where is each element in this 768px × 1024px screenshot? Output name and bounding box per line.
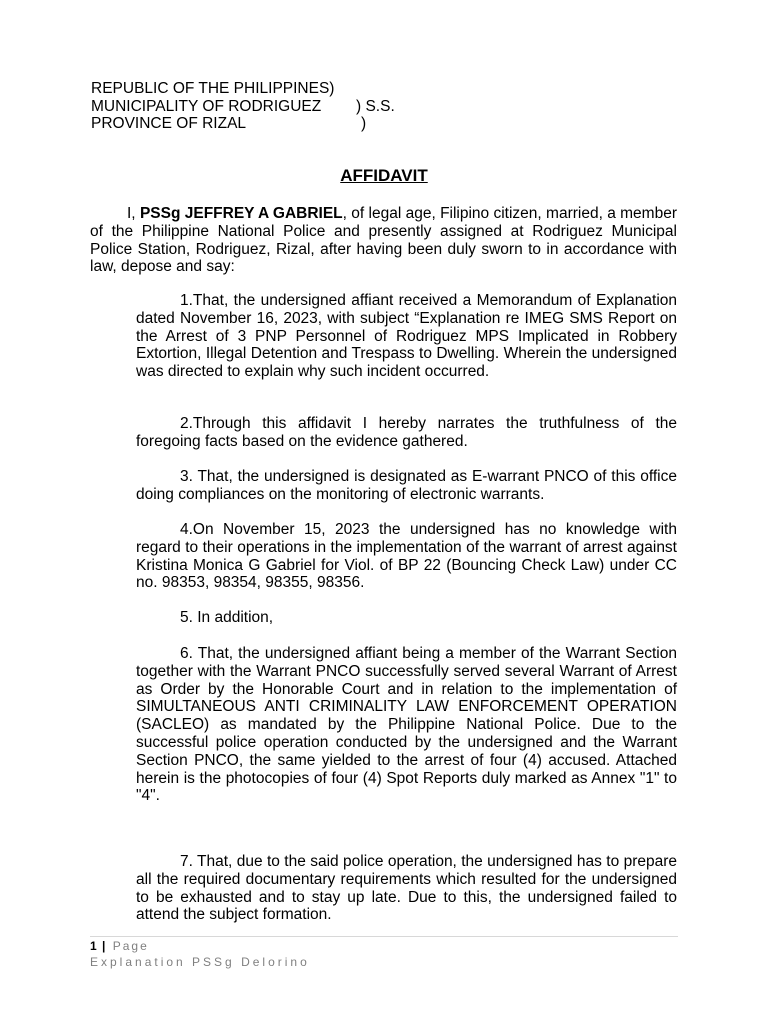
document-title: AFFIDAVIT: [340, 166, 428, 185]
intro-paragraph: I, PSSg JEFFREY A GABRIEL, of legal age, Filipino citizen, married, a member of the Philippine National Police and presently assigned at Rodriguez Municipal Police Station, Rodriguez, Rizal, after having been duly sworn to in accordance with law, depose and say:: [90, 205, 677, 276]
footer-divider: [90, 936, 678, 937]
paragraph-item-3: 3. That, the undersigned is designated as E-warrant PNCO of this office doing compliances on the monitoring of electronic warrants.: [136, 468, 677, 503]
paragraph-item-2: 2.Through this affidavit I hereby narrates the truthfulness of the foregoing facts based on the evidence gathered.: [136, 415, 677, 450]
caption-line-republic: REPUBLIC OF THE PHILIPPINES): [91, 80, 335, 97]
venue-caption: [91, 80, 395, 133]
caption-line-province: PROVINCE OF RIZAL ): [91, 115, 367, 132]
paragraph-item-6: 6. That, the undersigned affiant being a member of the Warrant Section together with the Warrant PNCO successfully served several Warrant of Arrest as Order by the Honorable Court and in relation to the implementation of SIMULTANEOUS ANTI CRIMINALITY LAW ENFORCEMENT OPERATION (SACLEO) as mandated by the Philippine National Police. Due to the successful police operation conducted by the undersigned and the Warrant Section PNCO, the same yielded to the arrest of four (4) accused. Attached herein is the photocopies of four (4) Spot Reports duly marked as Annex "1" to "4".: [136, 645, 677, 805]
footer-subtitle: Explanation PSSg Delorino: [90, 955, 310, 969]
paragraph-item-7: 7. That, due to the said police operation, the undersigned has to prepare all the required documentary requirements which resulted for the undersigned to be exhausted and to stay up late. Due to this, the undersigned failed to attend the subject formation.: [136, 853, 677, 924]
paragraph-item-4: 4.On November 15, 2023 the undersigned has no knowledge with regard to their operations in the implementation of the warrant of arrest against Kristina Monica G Gabriel for Viol. of BP 22 (Bouncing Check Law) under CC no. 98353, 98354, 98355, 98356.: [136, 521, 677, 592]
footer-page-number: 1 | Page: [90, 939, 149, 953]
paragraph-item-5: 5. In addition,: [180, 609, 274, 626]
paragraph-item-1: 1.That, the undersigned affiant received a Memorandum of Explanation dated November 16, 2023, with subject “Explanation re IMEG SMS Report on the Arrest of 3 PNP Personnel of Rodriguez MPS Implicated in Robbery Extortion, Illegal Detention and Trespass to Dwelling. Wherein the undersigned was directed to explain why such incident occurred.: [136, 292, 677, 381]
affiant-name: PSSg JEFFREY A GABRIEL: [139, 205, 343, 222]
caption-line-municipality: MUNICIPALITY OF RODRIGUEZ ) S.S.: [91, 97, 395, 115]
